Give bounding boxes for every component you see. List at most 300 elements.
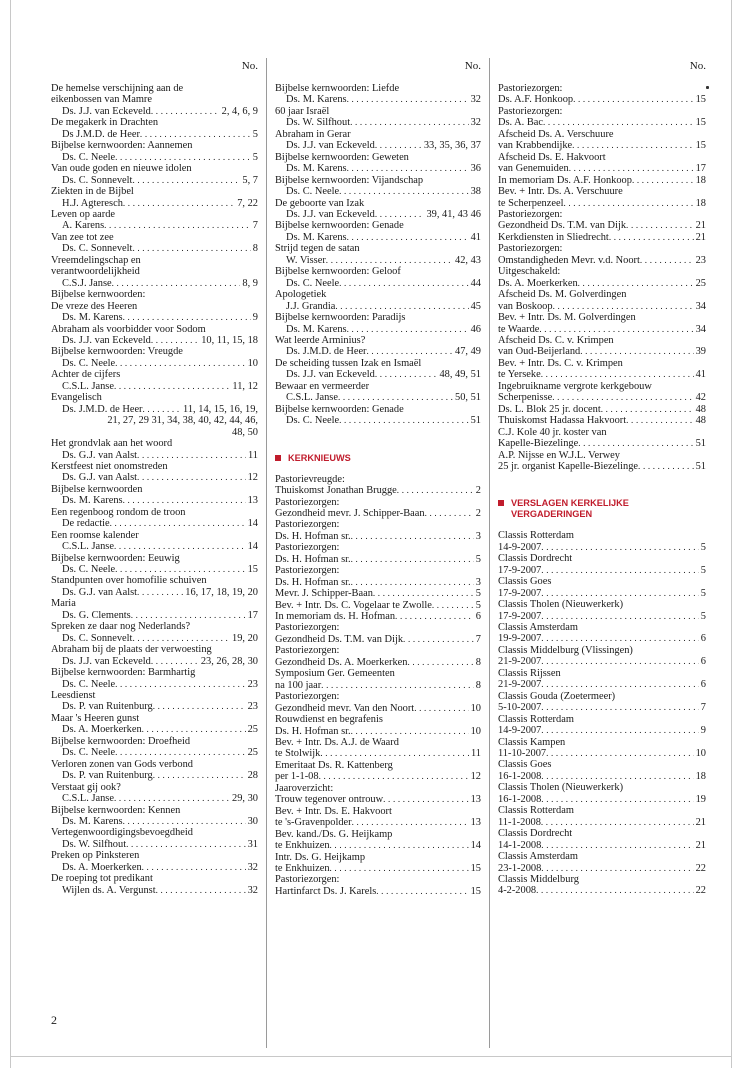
entry-text: Ds. J.J. van Eckeveld xyxy=(286,369,375,381)
page-ref: 16, 17, 18, 19, 20 xyxy=(185,586,258,598)
page-ref: 51 xyxy=(695,438,706,450)
leader-dots xyxy=(432,600,474,611)
page-ref: 46 xyxy=(470,323,481,335)
entry-text: Ds. A. Moerkerken xyxy=(62,724,142,736)
leader-dots xyxy=(367,346,454,357)
article-author-line xyxy=(51,495,258,506)
entry-text: C.S.J. Janse xyxy=(62,277,112,289)
entry-label: Afscheid Ds. E. Hakvoort xyxy=(498,151,606,163)
entry-line xyxy=(498,278,706,289)
entry-text: van Oud-Beijerland xyxy=(498,346,581,358)
article-author-line xyxy=(51,656,258,667)
article-author-line xyxy=(51,243,258,254)
page-ref-continued: 48, 50 xyxy=(232,426,258,438)
section-heading-verslagen xyxy=(498,498,706,520)
entry-text: Ds. G.J. van Aalst xyxy=(62,449,138,461)
article-title: Bewaar en vermeerder xyxy=(275,380,370,392)
leader-dots xyxy=(414,703,468,714)
leader-dots xyxy=(601,404,694,415)
article-author-line xyxy=(51,564,258,575)
page-ref: 5 xyxy=(475,588,481,600)
entry-text: Ds. J.J. van Eckeveld xyxy=(62,334,151,346)
index-column-2 xyxy=(275,58,481,897)
entry-line xyxy=(498,232,706,243)
entry-text: Ds. C. Neele xyxy=(62,747,116,759)
entry-text: C.S.L. Janse xyxy=(286,392,338,404)
entry-text: te Enkhuizen xyxy=(275,863,330,874)
leader-dots xyxy=(376,886,468,897)
leader-dots xyxy=(115,679,246,690)
entry-label: Pastoriezorgen: xyxy=(275,622,340,634)
entry-label: Pastoriezorgen: xyxy=(275,542,340,554)
leader-dots xyxy=(115,747,246,758)
page-ref: 13 xyxy=(470,817,481,829)
page-ref: 36 xyxy=(470,163,481,175)
entry-text: 14-1-2008 xyxy=(498,839,542,851)
entry-label: Rouwdienst en begrafenis xyxy=(275,714,383,726)
page-ref: 6 xyxy=(475,611,481,623)
article-title: Bijbelse kernwoorden: Eeuwig xyxy=(51,552,180,564)
entry-label: Classis Rotterdam xyxy=(498,805,574,817)
article-title: Abraham als voorbidder voor Sodom xyxy=(51,323,206,335)
article-title: Bijbelse kernwoorden: Vreugde xyxy=(51,346,183,358)
entry-text: 16-1-2008 xyxy=(498,770,542,782)
page-ref: 18 xyxy=(695,174,706,186)
leader-dots xyxy=(553,301,694,312)
article-author-line xyxy=(51,472,258,483)
entry-line xyxy=(275,485,481,496)
page-ref: 14 xyxy=(247,518,258,530)
article-title: Bijbelse kernwoorden: Aannemen xyxy=(51,140,193,152)
article-author-line xyxy=(275,301,481,312)
article-author-line xyxy=(275,117,481,128)
leader-dots xyxy=(375,369,438,380)
leader-dots xyxy=(373,588,474,599)
entry-line xyxy=(498,346,706,357)
article-author-line xyxy=(275,324,481,335)
entry-line xyxy=(275,554,481,565)
entry-label: Pastoriezorgen: xyxy=(275,496,340,508)
page-ref: 11, 12 xyxy=(232,380,258,392)
leader-dots xyxy=(541,369,694,380)
article-title: De megakerk in Drachten xyxy=(51,117,159,129)
leader-dots xyxy=(339,415,469,426)
article-author-line xyxy=(51,335,258,346)
page-ref: 29, 30 xyxy=(232,793,258,805)
entry-text: Ds. C. Neele xyxy=(62,678,116,690)
entry-text: Ds. C. Neele xyxy=(62,357,116,369)
entry-line xyxy=(275,508,481,519)
article-author-line xyxy=(275,140,481,151)
article-title: Maar 's Heeren gunst xyxy=(51,712,140,724)
entry-text: Ds. C. Sonnevelt xyxy=(62,243,133,255)
entry-text: 5-10-2007 xyxy=(498,702,542,714)
entry-text: Ds. J.J. van Eckeveld xyxy=(286,208,375,220)
entry-label: Intr. Ds. G. Heijkamp xyxy=(275,851,366,863)
entry-text: Ds. C. Sonnevelt xyxy=(62,174,133,186)
article-author-line xyxy=(51,404,258,415)
leader-dots xyxy=(541,840,693,851)
page-ref: 14 xyxy=(470,840,481,852)
entry-text: A. Karens xyxy=(62,220,105,232)
entry-text: Ds. A. Moerkerken xyxy=(62,861,142,873)
entry-text: C.S.L. Janse xyxy=(62,380,114,392)
scan-edge-left xyxy=(10,0,11,1068)
entry-line xyxy=(498,840,706,851)
entry-text: Kerkdiensten in Sliedrecht xyxy=(498,231,609,243)
entry-label: Bev. + Intr. Ds. M. Golverdingen xyxy=(498,312,636,324)
entry-text: te Stolwijk xyxy=(275,748,321,760)
article-title: Vertegenwoordigingsbevoegdheid xyxy=(51,827,193,839)
entry-text: C.S.L. Janse xyxy=(62,793,114,805)
page-ref: 2 xyxy=(475,507,481,519)
leader-dots xyxy=(609,232,694,243)
entry-label: Pastoriezorgen: xyxy=(498,105,563,117)
entry-line xyxy=(498,863,706,874)
page-ref: 10 xyxy=(247,357,258,369)
entry-line xyxy=(275,794,481,805)
leader-dots xyxy=(151,106,220,117)
page-ref: 44 xyxy=(470,277,481,289)
section-title-line: VERSLAGEN KERKELIJKE xyxy=(511,498,629,509)
entry-label: Symposium Ger. Gemeenten xyxy=(275,668,395,680)
entry-line xyxy=(498,771,706,782)
page-ref: 13 xyxy=(470,794,481,806)
entry-line xyxy=(275,840,481,851)
page-ref: 5 xyxy=(252,128,258,140)
page-ref: 25 xyxy=(247,747,258,759)
entry-text: W. Visser xyxy=(286,254,326,266)
entry-label: Bev. + Intr. Ds. A.J. de Waard xyxy=(275,737,399,749)
leader-dots xyxy=(320,748,469,759)
entry-text: 17-9-2007 xyxy=(498,587,542,599)
page-number: 2 xyxy=(51,1013,57,1027)
leader-dots xyxy=(552,392,693,403)
article-author-line xyxy=(51,701,258,712)
entry-text: Ds. L. Blok 25 jr. docent xyxy=(498,403,601,415)
entry-line xyxy=(275,863,481,874)
leader-dots xyxy=(339,278,469,289)
page-ref: 8 xyxy=(475,656,481,668)
entry-text: Ds. A.F. Honkoop xyxy=(498,94,574,106)
page-ref: 21 xyxy=(695,839,706,851)
leader-dots xyxy=(638,461,694,472)
entry-text: 14-9-2007 xyxy=(498,725,542,737)
section-title-line: VERGADERINGEN xyxy=(511,509,593,520)
page-ref: 6 xyxy=(700,656,706,668)
article-title: verantwoordelijkheid xyxy=(51,266,140,278)
article-title: De geboorte van Izak xyxy=(275,197,365,209)
page-ref: 41 xyxy=(470,231,481,243)
entry-line xyxy=(498,163,706,174)
leader-dots xyxy=(541,656,699,667)
entry-text: Omstandigheden Mevr. v.d. Noort xyxy=(498,254,640,266)
entry-label: Pastoriezorgen: xyxy=(275,519,340,531)
article-author-line xyxy=(51,587,258,598)
entry-line xyxy=(498,198,706,209)
entry-text: 21-9-2007 xyxy=(498,656,542,668)
page-ref-continued: 21, 27, 29 31, 34, 38, 40, 42, 44, 46, xyxy=(107,415,258,427)
page-ref: 23, 26, 28, 30 xyxy=(200,655,258,667)
entry-text: te Yerseke xyxy=(498,369,541,381)
entry-line xyxy=(498,404,706,415)
entry-text: Mevr. J. Schipper-Baan xyxy=(275,588,373,600)
article-author-line xyxy=(51,724,258,735)
column-header: No. xyxy=(241,60,258,72)
article-title: De hemelse verschijning aan de xyxy=(51,83,184,94)
entry-text: per 1-1-08 xyxy=(275,771,319,783)
entry-text: van Boskoop xyxy=(498,300,553,312)
entry-label: Classis Goes xyxy=(498,576,552,588)
entry-label: Uitgeschakeld: xyxy=(498,266,561,278)
leader-dots xyxy=(137,450,246,461)
article-title: Spreken ze daar nog Nederlands? xyxy=(51,621,191,633)
leader-dots xyxy=(407,657,473,668)
entry-label: C.J. Kole 40 jr. koster van xyxy=(498,426,607,438)
article-title: Standpunten over homofilie schuiven xyxy=(51,575,207,587)
article-title: De roeping tot predikant xyxy=(51,873,153,885)
leader-dots xyxy=(626,220,694,231)
page-ref: 12 xyxy=(247,472,258,484)
entry-text: Ds. C. Neele xyxy=(286,277,340,289)
page-ref: 7 xyxy=(252,220,258,232)
entry-text: Thuiskomst Jonathan Brugge xyxy=(275,485,397,497)
page-ref: 32 xyxy=(247,884,258,896)
leader-dots xyxy=(115,358,246,369)
leader-dots xyxy=(123,198,235,209)
article-title: De vreze des Heeren xyxy=(51,300,138,312)
page-ref: 23 xyxy=(247,678,258,690)
entry-label: Bev. + Intr. Ds. A. Verschuure xyxy=(498,186,623,198)
entry-text: Ds. M. Karens xyxy=(286,94,347,106)
entry-line xyxy=(498,117,706,128)
article-author-line xyxy=(275,209,481,220)
scan-edge-bottom xyxy=(10,1056,732,1057)
article-title: 60 jaar Israël xyxy=(275,105,330,117)
entry-label: Classis Rijssen xyxy=(498,667,561,679)
page-ref: 3 xyxy=(475,530,481,542)
entry-line xyxy=(498,94,706,105)
article-author-line xyxy=(51,278,258,289)
page-ref: 25 xyxy=(695,277,706,289)
page-ref: 42, 43 xyxy=(455,254,481,266)
page-ref: 5 xyxy=(700,564,706,576)
entry-text: te Enkhuizen xyxy=(275,840,330,852)
leader-dots xyxy=(375,140,422,151)
article-title: Bijbelse kernwoorden: Geloof xyxy=(275,266,401,278)
leader-dots xyxy=(541,565,699,576)
leader-dots xyxy=(123,312,251,323)
article-title: Van zee tot zee xyxy=(51,231,114,243)
entry-text: Gezondheid mevr. Van den Noort xyxy=(275,702,415,714)
page-ref: 21 xyxy=(695,816,706,828)
article-author-line xyxy=(275,346,481,357)
article-title: Bijbelse kernwoorden: Genade xyxy=(275,220,404,232)
entry-text: Hartinfarct Ds. J. Karels xyxy=(275,885,377,897)
leader-dots xyxy=(351,726,469,737)
entry-line xyxy=(275,680,481,691)
entry-text: 4-2-2008 xyxy=(498,885,537,897)
article-title: Bijbelse kernwoorden: Liefde xyxy=(275,83,400,94)
index-column-1 xyxy=(51,58,258,896)
article-title: Bijbelse kernwoorden: Kennen xyxy=(51,804,181,816)
entry-text: Ds. W. Silfhout xyxy=(62,838,127,850)
entry-text: Ds. C. Neele xyxy=(286,186,340,198)
section-bullet-icon xyxy=(275,455,281,461)
entry-line xyxy=(275,611,481,622)
entry-line xyxy=(275,588,481,599)
page-ref: 28 xyxy=(247,770,258,782)
entry-label: A.P. Nijsse en W.J.L. Verwey xyxy=(498,449,620,461)
page-ref: 17 xyxy=(247,609,258,621)
column-header: No. xyxy=(689,60,706,72)
page-ref: 5, 7 xyxy=(242,174,258,186)
kerknieuws-list-continued xyxy=(498,83,706,472)
page-ref: 11, 14, 15, 16, 19, xyxy=(183,403,258,415)
article-author-line xyxy=(51,747,258,758)
page-ref: 19 xyxy=(695,793,706,805)
leader-dots xyxy=(403,634,474,645)
entry-text: 11-10-2007 xyxy=(498,748,547,760)
entry-text: 16-1-2008 xyxy=(498,793,542,805)
article-author-line xyxy=(51,633,258,644)
entry-text: Ds. M. Karens xyxy=(62,312,123,324)
article-author-line xyxy=(51,312,258,323)
page-ref: 3 xyxy=(475,576,481,588)
article-title: Leven op aarde xyxy=(51,208,116,220)
page-ref: 2, 4, 6, 9 xyxy=(221,105,258,117)
leader-dots xyxy=(541,679,699,690)
entry-text: 25 jr. organist Kapelle-Biezelinge xyxy=(498,460,639,472)
article-title: Vreemdelingschap en xyxy=(51,254,141,266)
page-ref: 5 xyxy=(700,587,706,599)
page-ref: 31 xyxy=(247,838,258,850)
entry-line xyxy=(498,324,706,335)
entry-label: Pastoriezorgen: xyxy=(275,691,340,703)
entry-text: na 100 jaar xyxy=(275,679,322,691)
page-ref: 5 xyxy=(700,610,706,622)
page-ref: 12 xyxy=(470,771,481,783)
entry-line xyxy=(498,817,706,828)
leader-dots xyxy=(326,255,453,266)
leader-dots xyxy=(110,518,246,529)
entry-line xyxy=(498,588,706,599)
leader-dots xyxy=(546,748,694,759)
page-ref: 30 xyxy=(247,816,258,827)
verslagen-list xyxy=(498,530,706,897)
leader-dots xyxy=(573,94,694,105)
page-ref: 51 xyxy=(695,460,706,472)
entry-text: Ds. G. Clements xyxy=(62,609,131,621)
entry-label: Classis Middelburg (Vlissingen) xyxy=(498,644,633,656)
entry-text: 23-1-2008 xyxy=(498,862,542,874)
page-ref: 9 xyxy=(700,725,706,737)
entry-text: Ds. C. Neele xyxy=(62,151,116,163)
entry-text: Ds. M. Karens xyxy=(62,495,123,507)
entry-line xyxy=(275,634,481,645)
entry-line xyxy=(498,725,706,736)
entry-line xyxy=(498,301,706,312)
entry-line xyxy=(498,140,706,151)
leader-dots xyxy=(153,770,246,781)
entry-line xyxy=(498,175,706,186)
entry-line xyxy=(498,461,706,472)
entry-label: Pastoriezorgen: xyxy=(498,83,563,94)
entry-text: te Waarde xyxy=(498,323,540,335)
leader-dots xyxy=(578,278,694,289)
entry-label: Classis Rotterdam xyxy=(498,530,574,542)
entry-line xyxy=(275,771,481,782)
entry-label: Afscheid Ds. A. Verschuure xyxy=(498,128,614,140)
scan-speck xyxy=(706,86,709,89)
article-title: Het grondvlak aan het woord xyxy=(51,438,173,450)
entry-label: Classis Tholen (Nieuwerkerk) xyxy=(498,782,624,794)
article-author-line xyxy=(51,862,258,873)
article-title: Achter de cijfers xyxy=(51,369,121,381)
article-author-line xyxy=(51,610,258,621)
article-title: Strijd tegen de satan xyxy=(275,243,360,255)
entry-line xyxy=(275,817,481,828)
entry-label: Bev. kand./Ds. G. Heijkamp xyxy=(275,828,393,840)
leader-dots xyxy=(142,862,246,873)
article-author-line xyxy=(51,793,258,804)
page-ref: 13 xyxy=(247,495,258,507)
leader-dots xyxy=(339,186,469,197)
entry-line xyxy=(275,577,481,588)
page-ref: 15 xyxy=(695,140,706,152)
entry-text: Ds. C. Neele xyxy=(286,415,340,427)
article-title: Wat leerde Arminius? xyxy=(275,334,366,346)
page-ref: 42 xyxy=(695,392,706,404)
leader-dots xyxy=(541,633,699,644)
entry-line xyxy=(498,633,706,644)
entry-line xyxy=(498,392,706,403)
leader-dots xyxy=(425,508,474,519)
entry-label: Ingebruikname vergrote kerkgebouw xyxy=(498,380,652,392)
leader-dots xyxy=(114,793,230,804)
article-author-line xyxy=(51,152,258,163)
article-title: Een regenboog rondom de troon xyxy=(51,506,186,518)
entry-label: Pastoriezorgen: xyxy=(498,208,563,220)
entry-text: Ds. A. Bac xyxy=(498,117,544,129)
leader-dots xyxy=(351,577,474,588)
leader-dots xyxy=(541,817,694,828)
article-author-line xyxy=(51,106,258,117)
entry-line xyxy=(498,748,706,759)
page-ref: 22 xyxy=(695,862,706,874)
article-author-line xyxy=(51,175,258,186)
entry-text: van Krabbendijke xyxy=(498,140,573,152)
article-author-line xyxy=(275,392,481,403)
article-author-line xyxy=(275,278,481,289)
article-title: Bijbelse kernwoorden: Barmhartig xyxy=(51,667,196,679)
article-author-line xyxy=(51,198,258,209)
article-author-line xyxy=(51,770,258,781)
entry-label: Emeritaat Ds. R. Kattenberg xyxy=(275,759,393,771)
page-ref: 15 xyxy=(470,885,481,897)
entry-line xyxy=(498,656,706,667)
article-title: Preken op Pinksteren xyxy=(51,850,140,862)
entry-text: te Scherpenzeel xyxy=(498,197,564,209)
entry-line xyxy=(498,885,706,896)
entry-text: Gezondheid Ds. A. Moerkerken xyxy=(275,656,408,668)
leader-dots xyxy=(132,243,250,254)
article-title: Ziekten in de Bijbel xyxy=(51,186,134,198)
page-ref: 34 xyxy=(695,300,706,312)
page-ref: 5 xyxy=(475,553,481,565)
page-ref: 45 xyxy=(470,300,481,312)
article-title: Verstaat gij ook? xyxy=(51,781,121,793)
